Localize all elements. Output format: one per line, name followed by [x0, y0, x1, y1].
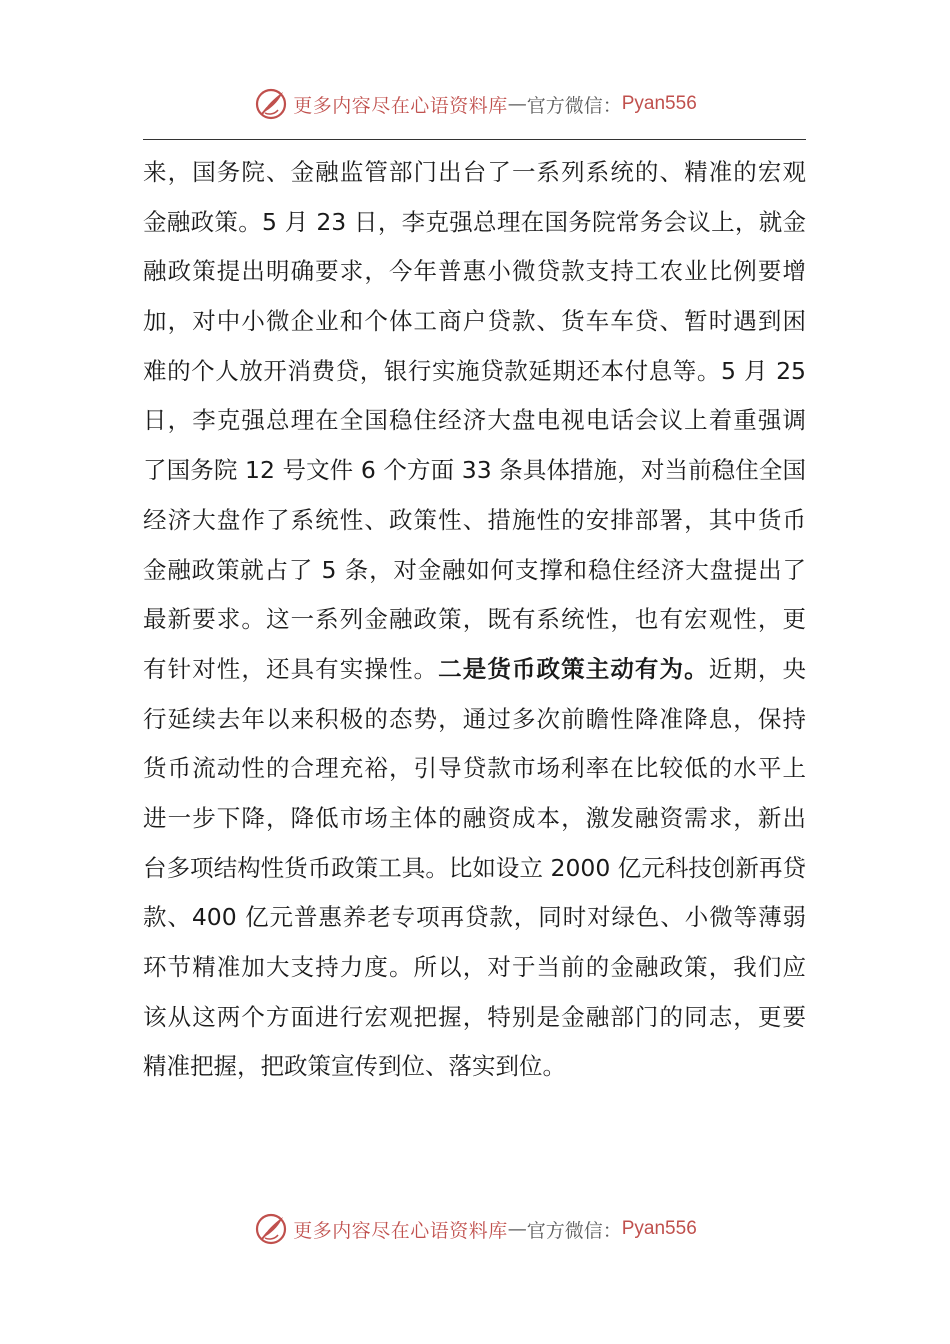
footer-official-label: 官方微信：	[526, 1219, 622, 1242]
text-line: 金融政策。5 月 23 日，李克强总理在国务院常务会议上，就金	[143, 207, 806, 236]
header-separator: —	[507, 93, 527, 115]
text-line: 货币流动性的合理充裕，引导贷款市场利率在比较低的水平上	[143, 754, 806, 783]
bold-heading-text: 二是货币政策主动有为。	[438, 654, 709, 683]
text-line-mixed	[143, 645, 806, 695]
text-line: 金融政策就占了 5 条，对金融如何支撑和稳住经济大盘提出了	[143, 555, 806, 584]
header-official-label: 官方微信：	[526, 94, 622, 117]
text-line-last: 精准把握，把政策宣传到位、落实到位。	[143, 1052, 566, 1081]
text-line: 融政策提出明确要求，今年普惠小微贷款支持工农业比例要增	[143, 257, 806, 286]
header-divider	[143, 139, 806, 140]
header-banner	[0, 84, 950, 124]
text-line: 加，对中小微企业和个体工商户贷款、货车车贷、暂时遇到困	[143, 307, 806, 336]
text-line: 最新要求。这一系列金融政策，既有系统性，也有宏观性，更	[143, 605, 806, 634]
text-line: 进一步下降，降低市场主体的融资成本，激发融资需求，新出	[143, 803, 806, 832]
quill-logo-icon	[253, 86, 289, 122]
body-text	[143, 148, 806, 1092]
footer-brand-text: 更多内容尽在心语资料库	[293, 1219, 508, 1242]
header-wechat-id: Pyan556	[621, 93, 697, 114]
text-segment: 有针对性，还具有实操性。	[143, 654, 439, 683]
text-line: 行延续去年以来积极的态势，通过多次前瞻性降准降息，保持	[143, 704, 806, 733]
text-line: 台多项结构性货币政策工具。比如设立 2000 亿元科技创新再贷	[143, 853, 806, 882]
footer-banner	[0, 1209, 950, 1249]
text-line: 该从这两个方面进行宏观把握，特别是金融部门的同志，更要	[143, 1002, 806, 1031]
footer-wechat-id: Pyan556	[621, 1218, 697, 1239]
text-line: 了国务院 12 号文件 6 个方面 33 条具体措施，对当前稳住全国	[143, 456, 806, 485]
text-line: 款、400 亿元普惠养老专项再贷款，同时对绿色、小微等薄弱	[143, 903, 806, 932]
text-segment: 近期，央	[708, 654, 807, 683]
footer-separator: —	[507, 1218, 527, 1240]
text-line: 环节精准加大支持力度。所以，对于当前的金融政策，我们应	[143, 953, 806, 981]
text-line: 日，李克强总理在全国稳住经济大盘电视电话会议上着重强调	[143, 406, 806, 435]
quill-logo-icon	[253, 1211, 289, 1247]
text-line: 来，国务院、金融监管部门出台了一系列系统的、精准的宏观	[143, 158, 806, 186]
text-line: 经济大盘作了系统性、政策性、措施性的安排部署，其中货币	[143, 505, 806, 534]
text-line: 难的个人放开消费贷，银行实施贷款延期还本付息等。5 月 25	[143, 356, 806, 385]
header-brand-text: 更多内容尽在心语资料库	[293, 94, 508, 117]
